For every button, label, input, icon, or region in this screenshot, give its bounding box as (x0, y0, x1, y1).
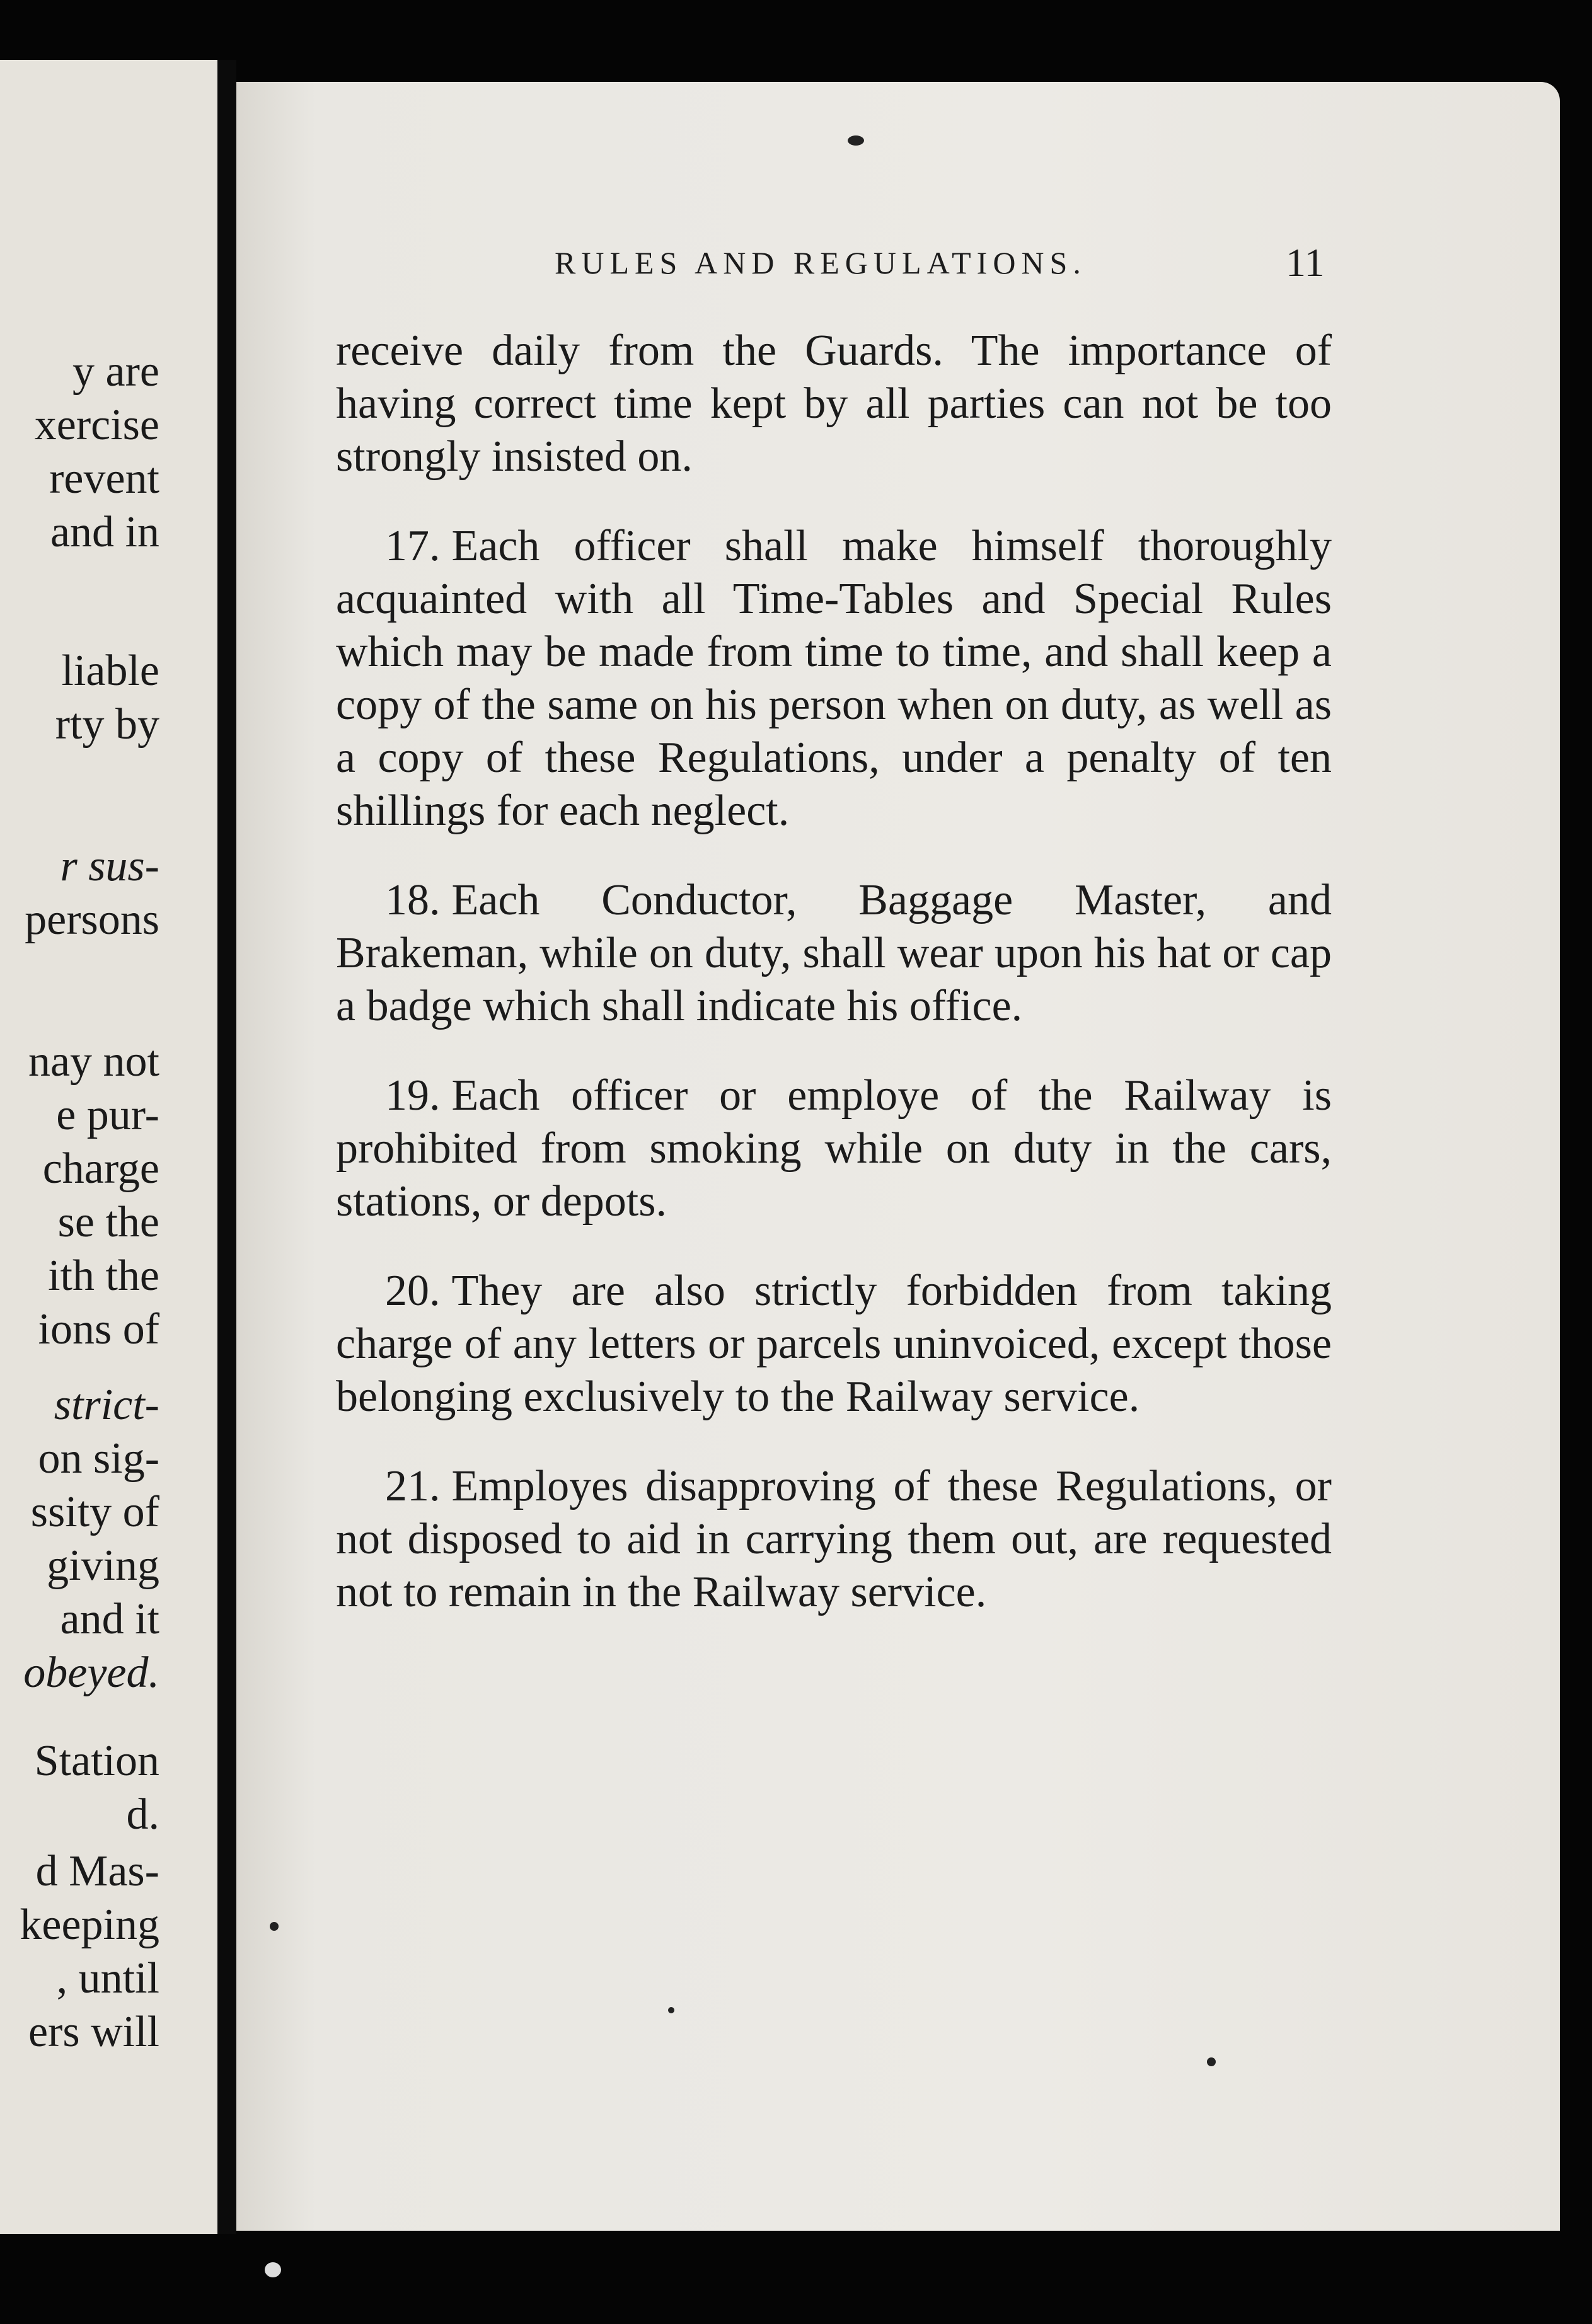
left-page-fragment: ith the (48, 1251, 159, 1300)
left-page-fragment: keeping (20, 1901, 159, 1949)
left-page-fragment: revent (49, 454, 159, 503)
rule-number: 17. (385, 522, 441, 570)
running-head: RULES AND REGULATIONS. (555, 245, 1087, 280)
paragraph-continuation (336, 325, 1332, 483)
left-facing-page (0, 60, 217, 2234)
left-page-fragment: nay not (28, 1037, 159, 1086)
rule-paragraph (336, 1265, 1332, 1424)
paragraph-text: Each officer shall make himself thoroughly acquainted with all Time-Tables and Special Rules which may be made from time to time, and shall keep a copy of the same on his person when on duty, as well as a copy of these Regulations, under a penalty of ten shillings for each neglect. (336, 522, 1332, 835)
scan-speck (265, 2262, 281, 2277)
rule-paragraph (336, 1460, 1332, 1619)
left-page-fragment: d. (126, 1790, 159, 1839)
rule-paragraph (336, 874, 1332, 1033)
book-gutter (217, 60, 236, 2234)
left-page-fragment: ers will (28, 2008, 159, 2056)
left-page-fragment: rty by (55, 700, 159, 749)
left-page-fragment: charge (42, 1144, 159, 1193)
rule-paragraph (336, 1069, 1332, 1228)
scan-speck (668, 2007, 674, 2013)
left-page-fragment: se the (57, 1198, 159, 1246)
scan-speck (270, 1922, 279, 1931)
left-page-fragment: Station (34, 1737, 159, 1785)
rule-number: 19. (385, 1071, 441, 1120)
scan-speck (1207, 2057, 1216, 2066)
rule-paragraph (336, 520, 1332, 837)
left-page-fragment: liable (61, 647, 159, 695)
paragraph-text: receive daily from the Guards. The importance of having correct time kept by all parties can not be too strongly insisted on. (336, 326, 1332, 481)
page-number: 11 (1286, 240, 1325, 285)
left-page-fragment: r sus- (60, 842, 159, 890)
paragraph-text: Each officer or employe of the Railway is prohibited from smoking while on duty in the cars, stations, or depots. (336, 1071, 1332, 1226)
left-page-fragment: ions of (38, 1305, 159, 1354)
left-page-fragment: xercise (34, 401, 159, 449)
rule-number: 18. (385, 876, 441, 924)
left-page-fragment: giving (47, 1541, 159, 1590)
left-page-fragment: d Mas- (35, 1847, 159, 1895)
left-page-fragment: on sig- (38, 1434, 159, 1483)
scan-speck (848, 135, 864, 146)
paragraph-text: They are also strictly forbidden from taking charge of any letters or parcels uninvoiced, except those belonging exclusively to the Railway service. (336, 1267, 1332, 1421)
left-page-fragment: and in (50, 508, 159, 556)
left-page-fragment: obeyed. (23, 1648, 159, 1697)
rule-number: 20. (385, 1267, 441, 1315)
left-page-fragment: y are (72, 347, 159, 396)
left-page-fragment: ssity of (30, 1488, 159, 1536)
paragraph-text: Each Conductor, Baggage Master, and Brakeman, while on duty, shall wear upon his hat or cap a badge which shall indicate his office. (336, 876, 1332, 1030)
left-page-fragment: persons (25, 895, 159, 944)
page-body (336, 325, 1332, 1619)
left-page-fragment: and it (60, 1595, 159, 1643)
rule-number: 21. (385, 1462, 441, 1510)
left-page-fragment: e pur- (56, 1091, 159, 1139)
left-page-fragment: strict- (54, 1381, 159, 1429)
paragraph-text: Employes disapproving of these Regulations, or not disposed to aid in carrying them out, are requested not to remain in the Railway service. (336, 1462, 1332, 1616)
left-page-fragment: , until (56, 1954, 159, 2003)
